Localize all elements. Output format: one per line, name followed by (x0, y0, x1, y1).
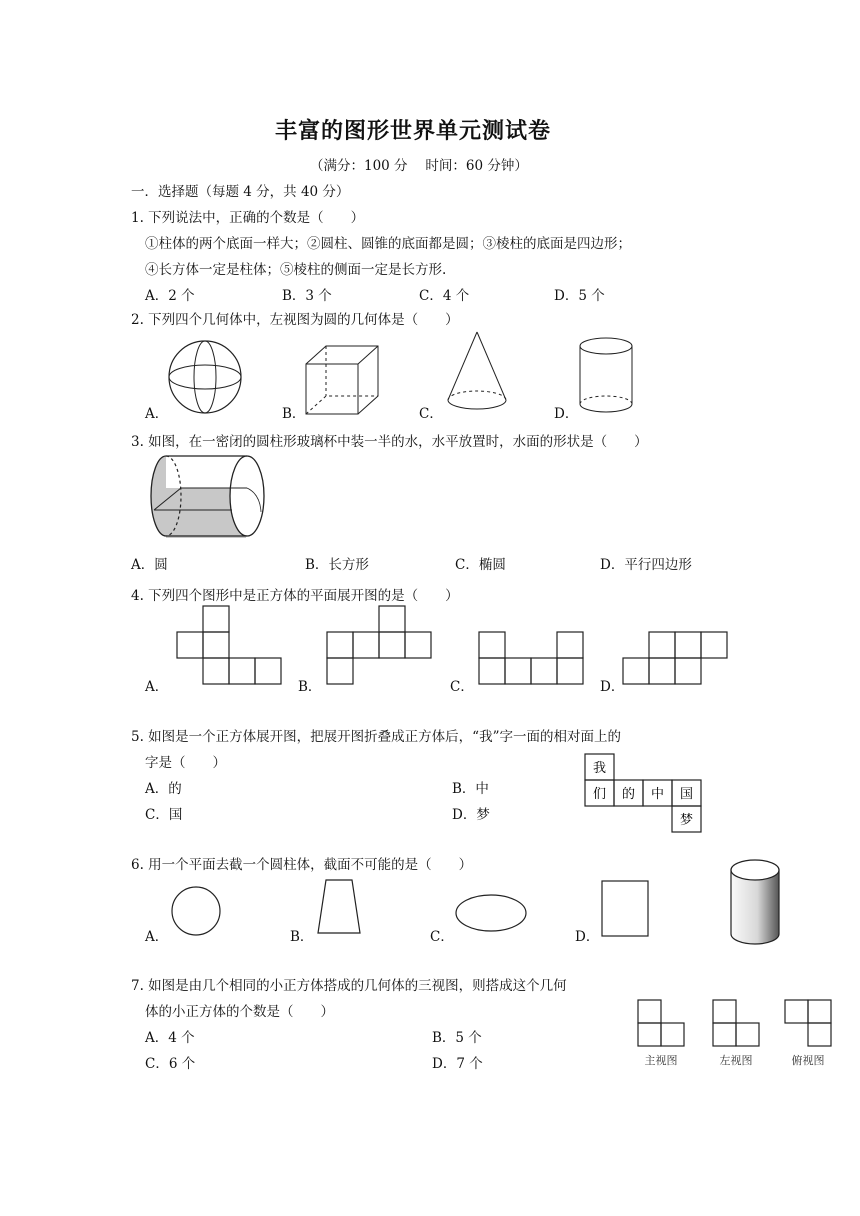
top-view-label: 俯视图 (791, 1054, 825, 1067)
glass-cylinder-figure (150, 454, 270, 546)
q5-stem: 5. 如图是一个正方体展开图，把展开图折叠成正方体后，“我”字一面的相对面上的 (131, 729, 621, 745)
q5-option-a: A．的 (145, 781, 182, 797)
q6-label-c: C． (430, 929, 454, 945)
q1-option-d: D．5 个 (554, 288, 605, 304)
q2-stem: 2. 下列四个几何体中，左视图为圆的几何体是（ ） (131, 312, 459, 328)
q6-label-d: D． (575, 929, 600, 945)
q3-option-d: D．平行四边形 (600, 557, 692, 573)
q1-line2: ④长方体一定是柱体；⑤棱柱的侧面一定是长方形. (145, 262, 447, 278)
q1-option-c: C．4 个 (419, 288, 470, 304)
q3-option-b: B．长方形 (305, 557, 369, 573)
q7-stem: 7. 如图是由几个相同的小正方体搭成的几何体的三视图，则搭成这个几何 (131, 978, 567, 994)
q7-option-a: A．4 个 (145, 1030, 195, 1046)
net-cell-zhong: 中 (650, 787, 665, 802)
q2-label-d: D． (554, 406, 579, 422)
q5-stem-2: 字是（ ） (145, 755, 226, 771)
q4-label-d: D． (600, 679, 625, 695)
net-a-figure (176, 605, 286, 689)
q6-stem: 6. 用一个平面去截一个圆柱体，截面不可能的是（ ） (131, 857, 473, 873)
q1-line1: ①柱体的两个底面一样大；②圆柱、圆锥的底面都是圆；③棱柱的底面是四边形； (145, 236, 631, 252)
cube-figure (300, 342, 390, 418)
q7-option-c: C．6 个 (145, 1056, 196, 1072)
net-cell-men: 们 (592, 787, 607, 802)
rectangle-section (601, 880, 651, 938)
section-heading: 一．选择题（每题 4 分，共 40 分） (131, 184, 350, 200)
three-views-figure (636, 998, 832, 1072)
q4-stem: 4. 下列四个图形中是正方体的平面展开图的是（ ） (131, 588, 459, 604)
q2-label-c: C． (419, 406, 443, 422)
q1-option-b: B．3 个 (282, 288, 332, 304)
cylinder-figure (578, 336, 638, 420)
q4-label-c: C． (450, 679, 474, 695)
q5-option-d: D．梦 (452, 807, 490, 823)
net-cell-wo: 我 (592, 761, 607, 776)
front-view-label: 主视图 (644, 1054, 678, 1067)
page-subtitle: （满分：100 分 时间：60 分钟） (310, 158, 528, 174)
q1-option-a: A．2 个 (145, 288, 195, 304)
net-cell-guo: 国 (679, 787, 694, 802)
q5-option-b: B．中 (452, 781, 489, 797)
q6-label-b: B． (290, 929, 314, 945)
word-cube-net (584, 753, 708, 835)
net-b-figure (326, 605, 436, 689)
q2-label-b: B． (282, 406, 306, 422)
q7-option-b: B．5 个 (432, 1030, 482, 1046)
q4-label-b: B． (298, 679, 322, 695)
solid-cylinder-figure (728, 856, 784, 948)
trapezoid-section (316, 878, 364, 936)
net-c-figure (478, 631, 588, 689)
net-cell-meng: 梦 (679, 813, 694, 828)
q5-option-c: C．国 (145, 807, 183, 823)
page-title: 丰富的图形世界单元测试卷 (275, 118, 552, 144)
ellipse-section (455, 894, 529, 934)
net-d-figure (622, 631, 732, 689)
q3-stem: 3. 如图，在一密闭的圆柱形玻璃杯中装一半的水，水平放置时，水面的形状是（ ） (131, 434, 648, 450)
q7-option-d: D．7 个 (432, 1056, 483, 1072)
q1-stem: 1. 下列说法中，正确的个数是（ ） (131, 210, 365, 226)
sphere-figure (165, 340, 255, 416)
q6-label-a: A． (145, 929, 169, 945)
net-cell-de: 的 (621, 787, 636, 802)
q3-option-a: A．圆 (131, 557, 168, 573)
q3-option-c: C．椭圆 (455, 557, 506, 573)
q7-stem-2: 体的小正方体的个数是（ ） (145, 1004, 334, 1020)
left-view-label: 左视图 (719, 1054, 753, 1067)
q4-label-a: A． (145, 679, 169, 695)
q2-label-a: A． (145, 406, 169, 422)
circle-section (170, 886, 224, 938)
cone-figure (444, 330, 514, 416)
